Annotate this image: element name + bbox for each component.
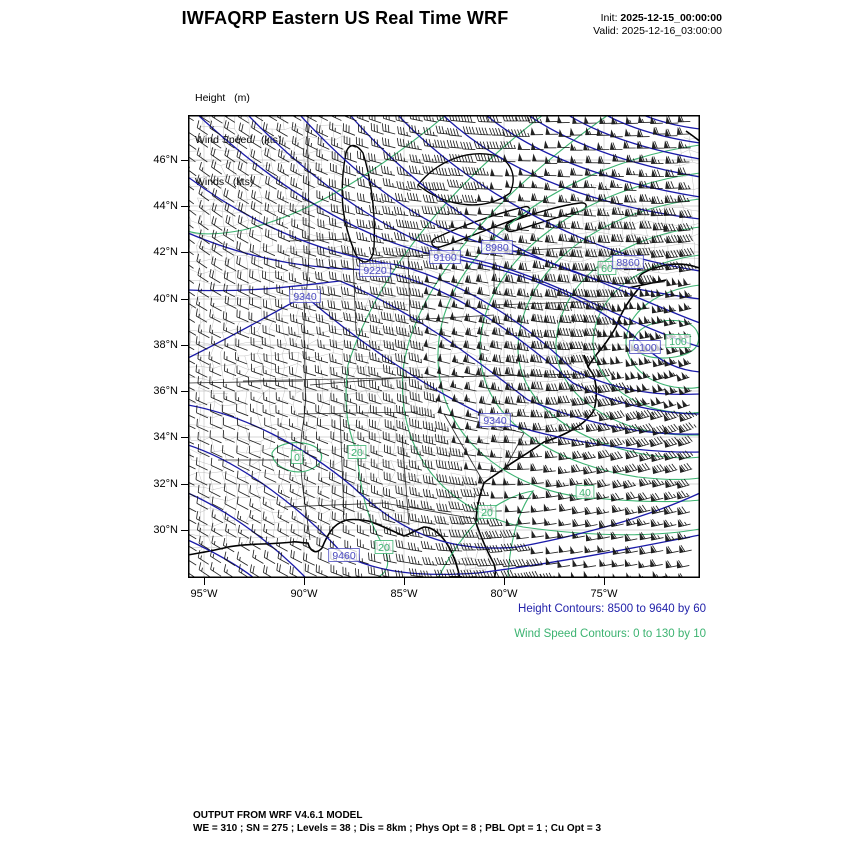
legend-height: Height (m) [195,92,250,104]
lon-tick-label: 95°W [190,588,218,600]
windspeed-contour-caption: Wind Speed Contours: 0 to 130 by 10 [514,628,706,640]
init-value: 2025-12-15_00:00:00 [620,12,722,24]
valid-time [593,25,722,38]
lat-tick-label: 40°N [153,293,178,305]
legend-windspeed: Wind Speed (kts) [195,134,282,146]
lat-tick-mark [181,252,188,253]
lon-tick-label: 75°W [590,588,618,600]
height-contour-label: 9340 [293,290,317,303]
valid-value: 2025-12-16_03:00:00 [621,25,722,37]
legend-winds: Winds (kts) [195,176,254,188]
height-contour-label: 9100 [633,341,657,354]
model-footer [193,809,601,835]
lat-tick-mark [181,437,188,438]
lat-tick-mark [181,484,188,485]
lat-tick-label: 32°N [153,478,178,490]
weather-map-svg [188,115,700,578]
height-contour-label: 8980 [485,241,509,254]
page-title: IWFAQRP Eastern US Real Time WRF [181,8,509,28]
wind-contour-label: 40 [579,486,591,499]
lat-tick-label: 42°N [153,246,178,258]
lon-tick-label: 85°W [390,588,418,600]
wind-contour-label: 0 [294,451,300,464]
height-contour-label: 9460 [332,549,356,562]
lon-tick-label: 80°W [490,588,518,600]
lat-tick-label: 44°N [153,200,178,212]
lon-tick-mark [504,578,505,585]
wind-contour-label: 20 [351,446,363,459]
lat-tick-label: 46°N [153,154,178,166]
height-contour-9280 [188,281,700,434]
height-contour-label: 9220 [363,264,387,277]
lon-tick-label: 90°W [290,588,318,600]
lat-tick-mark [181,299,188,300]
valid-label: Valid: [593,25,622,37]
height-contour-label: 8860 [616,256,640,269]
lon-tick-mark [404,578,405,585]
lat-tick-label: 36°N [153,385,178,397]
lon-tick-mark [304,578,305,585]
height-contour-caption: Height Contours: 8500 to 9640 by 60 [518,603,706,615]
lon-tick-mark [204,578,205,585]
wind-contour-label: 20 [378,541,390,554]
lon-tick-mark [604,578,605,585]
height-contour-label: 9340 [483,414,507,427]
lat-tick-mark [181,345,188,346]
init-label: Init: [600,12,621,24]
lat-tick-mark [181,206,188,207]
lat-tick-mark [181,530,188,531]
wind-contour-label: 60 [601,262,613,275]
footer-config-line: WE = 310 ; SN = 275 ; Levels = 38 ; Dis = 8km ; Phys Opt = 8 ; PBL Opt = 1 ; Cu Opt = 3 [193,823,602,834]
lat-tick-mark [181,160,188,161]
lat-tick-label: 38°N [153,339,178,351]
height-contour-label: 9100 [433,251,457,264]
lat-tick-label: 30°N [153,524,178,536]
lat-tick-label: 34°N [153,431,178,443]
footer-model-line: OUTPUT FROM WRF V4.6.1 MODEL [193,810,363,821]
init-time [593,12,722,25]
wind-contour-label: 20 [481,506,493,519]
wind-contour-label: 100 [669,335,687,348]
map-canvas [188,115,700,578]
lat-tick-mark [181,391,188,392]
init-valid-block [593,12,722,38]
